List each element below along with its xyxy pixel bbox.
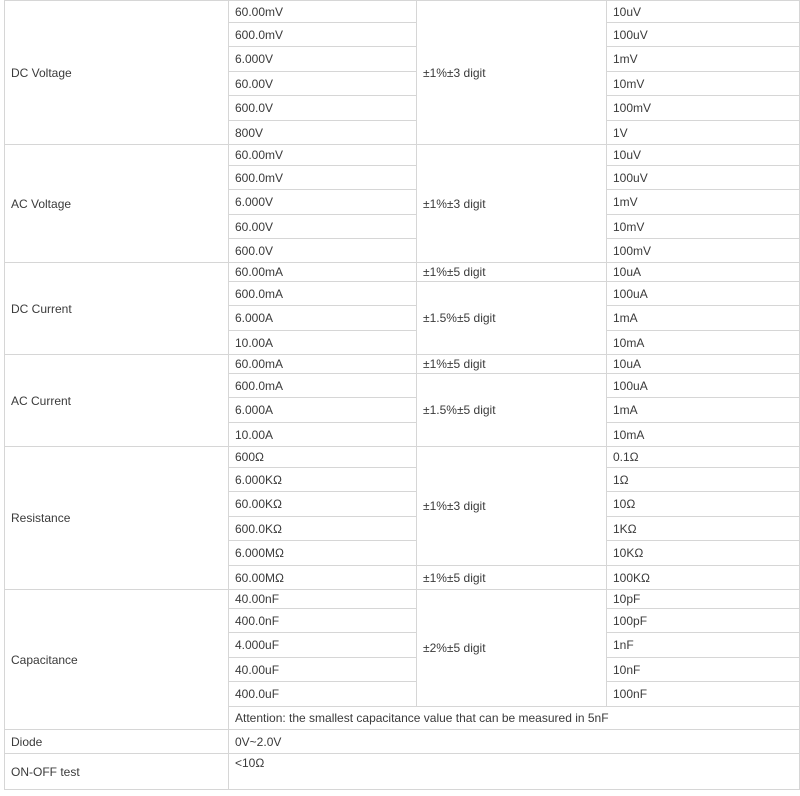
resolution-cell: 10KΩ (607, 541, 800, 566)
function-label: DC Current (5, 263, 229, 355)
range-cell: 400.0nF (229, 609, 417, 633)
table-row (5, 754, 800, 790)
function-label: Capacitance (5, 590, 229, 730)
function-label: AC Voltage (5, 145, 229, 263)
range-cell: 600.0mV (229, 166, 417, 190)
accuracy-cell: ±1%±3 digit (417, 1, 607, 145)
range-cell: 60.00mV (229, 1, 417, 23)
function-label: DC Voltage (5, 1, 229, 145)
range-cell: 6.000V (229, 47, 417, 72)
resolution-cell: 1mA (607, 398, 800, 423)
range-cell: 600.0KΩ (229, 517, 417, 541)
range-cell: 400.0uF (229, 682, 417, 707)
resolution-cell: 10mV (607, 215, 800, 239)
resolution-cell: 1mV (607, 47, 800, 72)
range-cell: 40.00nF (229, 590, 417, 609)
resolution-cell: 10uA (607, 263, 800, 282)
accuracy-cell: ±2%±5 digit (417, 590, 607, 707)
resolution-cell: 10mA (607, 331, 800, 355)
resolution-cell: 10uV (607, 1, 800, 23)
accuracy-cell: ±1%±5 digit (417, 355, 607, 374)
range-cell: 60.00MΩ (229, 566, 417, 590)
range-cell: 6.000A (229, 306, 417, 331)
table-row (5, 355, 800, 374)
spec-table (4, 0, 800, 790)
table-row (5, 1, 800, 23)
range-cell: 60.00V (229, 215, 417, 239)
range-cell: 6.000V (229, 190, 417, 215)
resolution-cell: 1mA (607, 306, 800, 331)
range-cell: 600.0V (229, 96, 417, 121)
accuracy-cell: ±1%±5 digit (417, 566, 607, 590)
capacitance-note: Attention: the smallest capacitance value that can be measured in 5nF (229, 707, 800, 730)
range-cell: 4.000uF (229, 633, 417, 658)
range-cell: 60.00KΩ (229, 492, 417, 517)
resolution-cell: 1Ω (607, 468, 800, 492)
diode-value: 0V~2.0V (229, 730, 800, 754)
range-cell: 600.0mV (229, 23, 417, 47)
resolution-cell: 10uA (607, 355, 800, 374)
resolution-cell: 100nF (607, 682, 800, 707)
accuracy-cell: ±1%±5 digit (417, 263, 607, 282)
resolution-cell: 100uV (607, 23, 800, 47)
resolution-cell: 100mV (607, 96, 800, 121)
range-cell: 6.000A (229, 398, 417, 423)
range-cell: 60.00V (229, 72, 417, 96)
function-label: AC Current (5, 355, 229, 447)
range-cell: 60.00mA (229, 355, 417, 374)
range-cell: 800V (229, 121, 417, 145)
function-label: Diode (5, 730, 229, 754)
resolution-cell: 100KΩ (607, 566, 800, 590)
range-cell: 10.00A (229, 331, 417, 355)
resolution-cell: 10mA (607, 423, 800, 447)
resolution-cell: 100pF (607, 609, 800, 633)
resolution-cell: 1KΩ (607, 517, 800, 541)
range-cell: 60.00mV (229, 145, 417, 166)
resolution-cell: 0.1Ω (607, 447, 800, 468)
resolution-cell: 100uA (607, 374, 800, 398)
range-cell: 6.000MΩ (229, 541, 417, 566)
range-cell: 40.00uF (229, 658, 417, 682)
table-row (5, 590, 800, 609)
resolution-cell: 10mV (607, 72, 800, 96)
table-row (5, 145, 800, 166)
resolution-cell: 100uV (607, 166, 800, 190)
accuracy-cell: ±1.5%±5 digit (417, 282, 607, 355)
range-cell: 60.00mA (229, 263, 417, 282)
range-cell: 600.0V (229, 239, 417, 263)
accuracy-cell: ±1%±3 digit (417, 447, 607, 566)
resolution-cell: 1nF (607, 633, 800, 658)
range-cell: 600Ω (229, 447, 417, 468)
function-label: ON-OFF test (5, 754, 229, 790)
resolution-cell: 10pF (607, 590, 800, 609)
resolution-cell: 10nF (607, 658, 800, 682)
accuracy-cell: ±1.5%±5 digit (417, 374, 607, 447)
resolution-cell: 10uV (607, 145, 800, 166)
resolution-cell: 100mV (607, 239, 800, 263)
resolution-cell: 1V (607, 121, 800, 145)
table-row (5, 263, 800, 282)
onoff-value: <10Ω (229, 754, 800, 790)
range-cell: 10.00A (229, 423, 417, 447)
resolution-cell: 100uA (607, 282, 800, 306)
resolution-cell: 10Ω (607, 492, 800, 517)
resolution-cell: 1mV (607, 190, 800, 215)
accuracy-cell: ±1%±3 digit (417, 145, 607, 263)
range-cell: 600.0mA (229, 282, 417, 306)
range-cell: 6.000KΩ (229, 468, 417, 492)
table-row (5, 447, 800, 468)
function-label: Resistance (5, 447, 229, 590)
range-cell: 600.0mA (229, 374, 417, 398)
table-row (5, 730, 800, 754)
